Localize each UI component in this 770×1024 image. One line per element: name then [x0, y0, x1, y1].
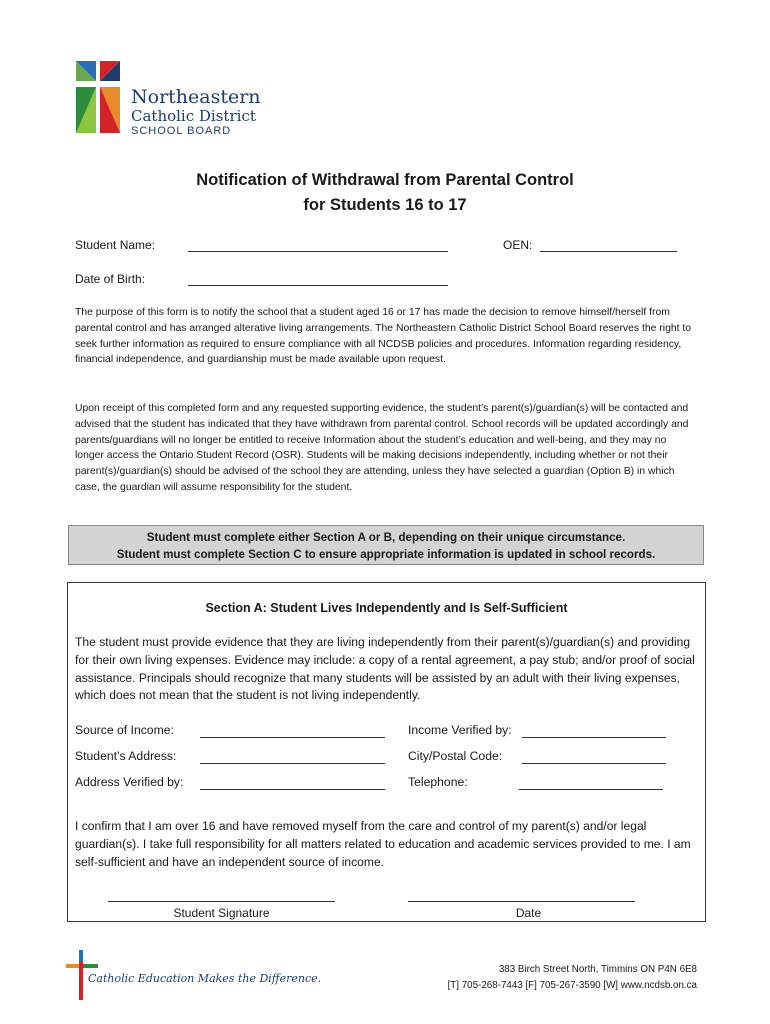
- date-of-birth-label: Date of Birth:: [75, 272, 146, 286]
- city-postal-label: City/Postal Code:: [408, 749, 503, 763]
- student-name-label: Student Name:: [75, 238, 156, 252]
- logo-line-2: Catholic District: [131, 107, 256, 125]
- logo-line-1: Northeastern: [131, 86, 261, 108]
- date-field[interactable]: [408, 901, 635, 902]
- date-label: Date: [515, 906, 542, 920]
- school-board-logo-icon: [76, 61, 122, 133]
- form-title-line-1: Notification of Withdrawal from Parental Control: [196, 171, 574, 189]
- footer-contact-line: [T] 705-268-7443 [F] 705-267-3590 [W] www.ncdsb.on.ca: [447, 980, 697, 991]
- footer-address: [448, 962, 697, 994]
- purpose-paragraph: The purpose of this form is to notify the school that a student aged 16 or 17 has made the decision to remove himself/herself from parental control and has arranged alterative living arrangements. The Northeastern Catholic District School Board reserves the right to seek further information as required to ensure compliance with all NCDSB policies and procedures. Information regarding residency, financial independence, and guardianship must be made available upon request.: [75, 307, 692, 366]
- source-of-income-label: Source of Income:: [75, 723, 174, 737]
- student-signature-field[interactable]: [108, 901, 335, 902]
- oen-field[interactable]: [540, 251, 677, 252]
- telephone-field[interactable]: [519, 789, 663, 790]
- logo-line-3: SCHOOL BOARD: [131, 125, 232, 137]
- oen-label: OEN:: [503, 238, 533, 252]
- confirmation-statement: I confirm that I am over 16 and have removed myself from the care and control of my parent(s) and/or legal guardian(s). I take full responsibility for all matters related to education and academic services provided to me. I am self-sufficient and have an independent source of income.: [75, 819, 691, 869]
- student-name-field[interactable]: [188, 251, 448, 252]
- form-title-line-2: for Students 16 to 17: [303, 196, 467, 214]
- banner-line-2: Student must complete Section C to ensure appropriate information is updated in school records.: [116, 548, 656, 561]
- income-verified-label: Income Verified by:: [408, 723, 512, 737]
- student-address-field[interactable]: [200, 763, 385, 764]
- instruction-banner: [68, 525, 704, 565]
- income-verified-field[interactable]: [522, 737, 666, 738]
- address-verified-label: Address Verified by:: [75, 775, 184, 789]
- telephone-label: Telephone:: [408, 775, 468, 789]
- section-a-intro: The student must provide evidence that they are living independently from their parent(s)/guardian(s) and providing for their own living expenses. Evidence may include: a copy of a rental agreement, a pay stub; and/or proof of social assistance. Principals should recognize that many students will be assisted by an adult with their living expenses, which does not mean that the student is not living independently.: [75, 635, 695, 703]
- section-a-title: Section A: Student Lives Independently and Is Self-Sufficient: [205, 601, 568, 615]
- footer-tagline: Catholic Education Makes the Difference.: [88, 972, 322, 985]
- footer-address-line-1: 383 Birch Street North, Timmins ON P4N 6E8: [498, 964, 697, 975]
- student-address-label: Student’s Address:: [75, 749, 177, 763]
- procedure-paragraph: Upon receipt of this completed form and any requested supporting evidence, the student’s parent(s)/guardian(s) will be contacted and advised that the student has indicated that they have withdrawn from parental control. School records will be updated accordingly and parents/guardians will no longer be entitled to receive Information about the student’s education and well-being, and they may no longer access the Ontario Student Record (OSR). Students will be making decisions independently, including whether or not their parent(s)/guardian(s) should be advised of the school they are attending, unless they have selected a guardian (Option B) in which case, the guardian will assume responsibility for the student.: [75, 403, 689, 493]
- banner-line-1: Student must complete either Section A or B, depending on their unique circumstance.: [146, 531, 626, 544]
- student-signature-label: Student Signature: [173, 906, 270, 920]
- source-of-income-field[interactable]: [200, 737, 385, 738]
- address-verified-field[interactable]: [200, 789, 385, 790]
- city-postal-field[interactable]: [522, 763, 666, 764]
- school-board-name: [131, 86, 391, 138]
- date-of-birth-field[interactable]: [188, 285, 448, 286]
